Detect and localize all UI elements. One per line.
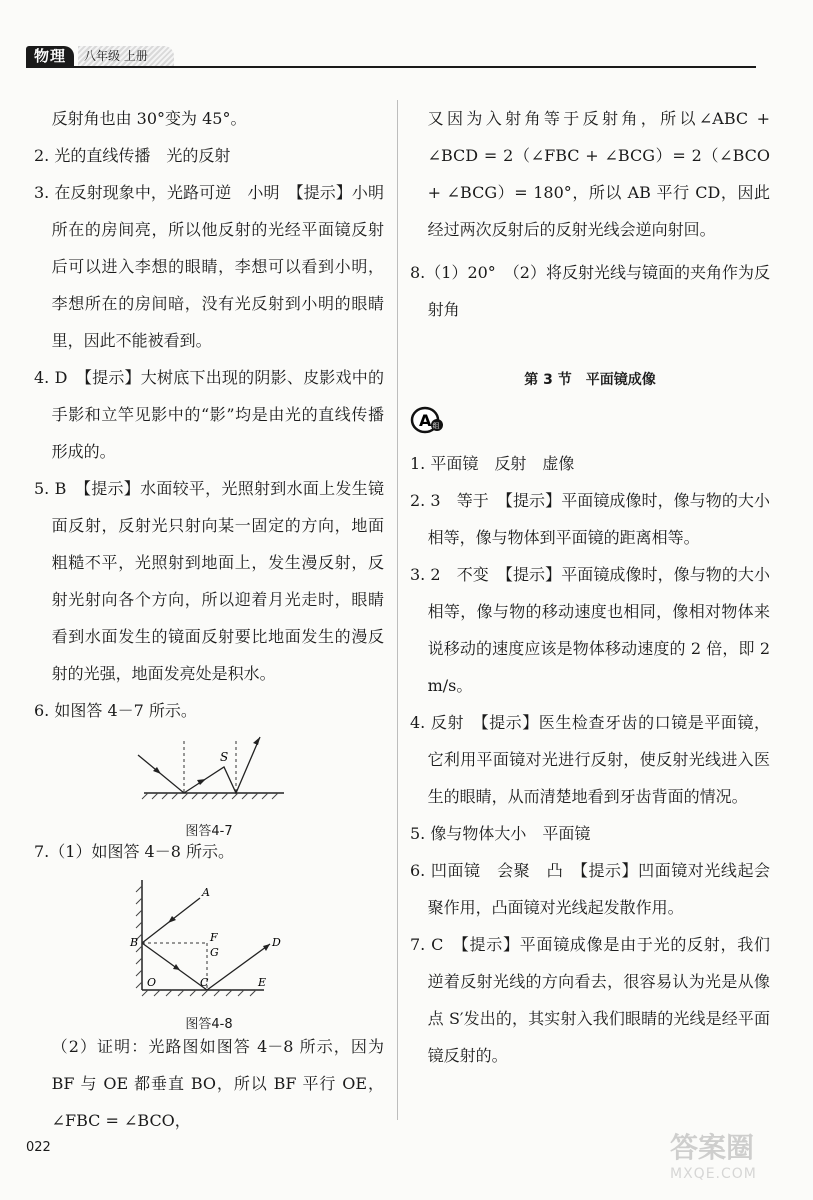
- answer-6: 6. 如图答 4－7 所示。: [34, 701, 197, 720]
- label-d: D: [272, 936, 281, 949]
- label-a: A: [202, 886, 210, 899]
- figure-4-8-caption: 图答4-8: [185, 1017, 233, 1032]
- label-b: B: [130, 936, 139, 949]
- answer-4: 4. D 【提示】大树底下出现的阴影、皮影戏中的手影和立竿见影中的“影”均是由光的直线传播形成的。: [34, 368, 384, 461]
- answer-continued: 反射角也由 30°变为 45°。: [51, 109, 247, 128]
- answer-7-proof-continued: 又因为入射角等于反射角，所以∠ABC + ∠BCD = 2（∠FBC + ∠BCG）= 2（∠BCO + ∠BCG）= 180°，所以 AB 平行 CD，因此经过两次反射后的反射光线会逆向射回。: [427, 109, 770, 239]
- figure-4-8-diagram: [34, 874, 384, 1002]
- figure-4-8: [34, 874, 384, 1032]
- figure-4-7-diagram: [34, 733, 384, 809]
- answer-3: 3. 在反射现象中，光路可逆 小明 【提示】小明所在的房间亮，所以他反射的光经平面镜反射后可以进入李想的眼睛，李想可以看到小明，李想所在的房间暗，没有光反射到小明的眼睛里，因此不能被看到。: [34, 183, 384, 350]
- label-e: E: [258, 976, 267, 989]
- group-a-badge-row: [410, 399, 770, 445]
- figure-4-7: [34, 733, 384, 839]
- label-f: F: [210, 931, 218, 944]
- page-number: 022: [26, 1140, 51, 1155]
- watermark-logo: [670, 1126, 800, 1186]
- answer-7-part-2: （2）证明：光路图如图答 4－8 所示，因为 BF 与 OE 都垂直 BO，所以 BF 平行 OE，∠FBC = ∠BCO，: [51, 1037, 384, 1130]
- figure-4-7-caption: 图答4-7: [185, 824, 233, 839]
- section-answer-6: 6. 凹面镜 会聚 凸 【提示】凹面镜对光线起会聚作用，凸面镜对光线起发散作用。: [410, 861, 770, 917]
- section-answer-7: 7. C 【提示】平面镜成像是由于光的反射，我们逆着反射光线的方向看去，很容易认为光是从像点 S′发出的，其实射入我们眼睛的光线是经平面镜反射的。: [410, 935, 770, 1065]
- watermark-top: 答案圈: [670, 1131, 755, 1164]
- section-answer-4: 4. 反射 【提示】医生检查牙齿的口镜是平面镜，它利用平面镜对光进行反射，使反射光线进入医生的眼睛，从而清楚地看到牙齿背面的情况。: [410, 713, 770, 806]
- section-answer-2: 2. 3 等于 【提示】平面镜成像时，像与物的大小相等，像与物体到平面镜的距离相等。: [410, 491, 770, 547]
- badge-suffix: 组: [432, 422, 440, 430]
- answer-7-part-1: 7.（1）如图答 4－8 所示。: [34, 842, 234, 861]
- badge-letter: A: [419, 411, 432, 430]
- section-title: 第 3 节 平面镜成像: [524, 372, 656, 388]
- label-c: C: [200, 976, 209, 989]
- point-label-s: S: [220, 750, 229, 764]
- group-a-badge-icon: [410, 405, 444, 435]
- column-divider: [397, 100, 398, 1120]
- section-answer-5: 5. 像与物体大小 平面镜: [410, 824, 591, 843]
- header-rule: [26, 66, 756, 68]
- subject-tab: 物理: [26, 46, 74, 66]
- answer-5: 5. B 【提示】水面较平，光照射到水面上发生镜面反射，反射光只射向某一固定的方向，地面粗糙不平，光照射到地面上，发生漫反射，反射光射向各个方向，所以迎着月光走时，眼睛看到水面发生的镜面反射要比地面发生的漫反射的光强，地面发亮处是积水。: [34, 479, 384, 683]
- answer-2: 2. 光的直线传播 光的反射: [34, 146, 231, 165]
- answer-8: 8.（1）20° （2）将反射光线与镜面的夹角作为反射角: [410, 263, 770, 319]
- label-g: G: [210, 946, 219, 959]
- watermark-bottom: MXQE.COM: [670, 1166, 757, 1182]
- section-answer-1: 1. 平面镜 反射 虚像: [410, 454, 575, 473]
- grade-label: 八年级 上册: [78, 46, 174, 66]
- right-column: [410, 100, 770, 1074]
- section-answer-3: 3. 2 不变 【提示】平面镜成像时，像与物的大小相等，像与物的移动速度也相同，像相对物体来说移动的速度应该是物体移动速度的 2 倍，即 2 m/s。: [410, 565, 770, 695]
- label-o: O: [147, 976, 157, 989]
- left-column: [34, 100, 384, 1139]
